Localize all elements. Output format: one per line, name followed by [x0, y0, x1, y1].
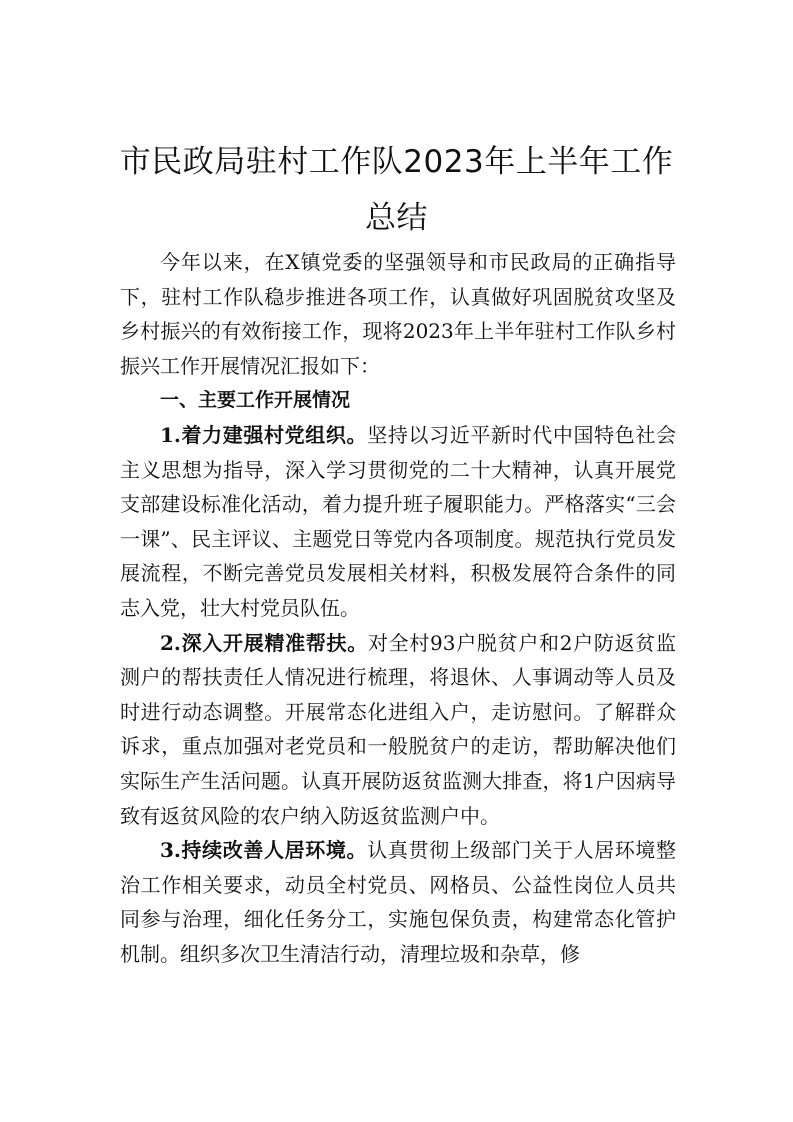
item-text-1: 坚持以习近平新时代中国特色社会主义思想为指导，深入学习贯彻党的二十大精神，认真开展党支部建设标准化活动，着力提升班子履职能力。严格落实“三会一课”、民主评议、主题党日等党内各项制度。规范执行党员发展流程，不断完善党员发展相关材料，积极发展符合条件的同志入党，壮大村党员队伍。	[120, 422, 677, 620]
item-text-2: 对全村93户脱贫户和2户防返贫监测户的帮扶责任人情况进行梳理，将退休、人事调动等人员及时进行动态调整。开展常态化进组入户，走访慰问。了解群众诉求，重点加强对老党员和一般脱贫户的走访，帮助解决他们实际生产生活问题。认真开展防返贫监测大排查，将1户因病导致有返贫风险的农户纳入防返贫监测户中。	[120, 630, 676, 828]
intro-paragraph: 今年以来，在X镇党委的坚强领导和市民政局的正确指导下，驻村工作队稳步推进各项工作，认真做好巩固脱贫攻坚及乡村振兴的有效衔接工作，现将2023年上半年驻村工作队乡村振兴工作开展情况汇报如下：	[120, 250, 676, 378]
item-lead-3: 3.持续改善人居环境。	[160, 838, 368, 863]
document-body	[120, 245, 676, 971]
item-paragraph-3	[120, 833, 676, 971]
document-title: 市民政局驻村工作队2023年上半年工作总结	[119, 144, 674, 236]
item-text-3: 认真贯彻上级部门关于人居环境整治工作相关要求，动员全村党员、网格员、公益性岗位人员共同参与治理，细化任务分工，实施包保负责，构建常态化管护机制。组织多次卫生清洁行动，清理垃圾和杂草，修	[120, 838, 677, 966]
item-lead-2: 2.深入开展精准帮扶。	[160, 630, 368, 655]
item-paragraph-2	[120, 626, 676, 834]
item-paragraph-1	[120, 418, 676, 626]
item-lead-1: 1.着力建强村党组织。	[160, 422, 368, 447]
section-heading: 一、主要工作开展情况	[160, 389, 351, 412]
